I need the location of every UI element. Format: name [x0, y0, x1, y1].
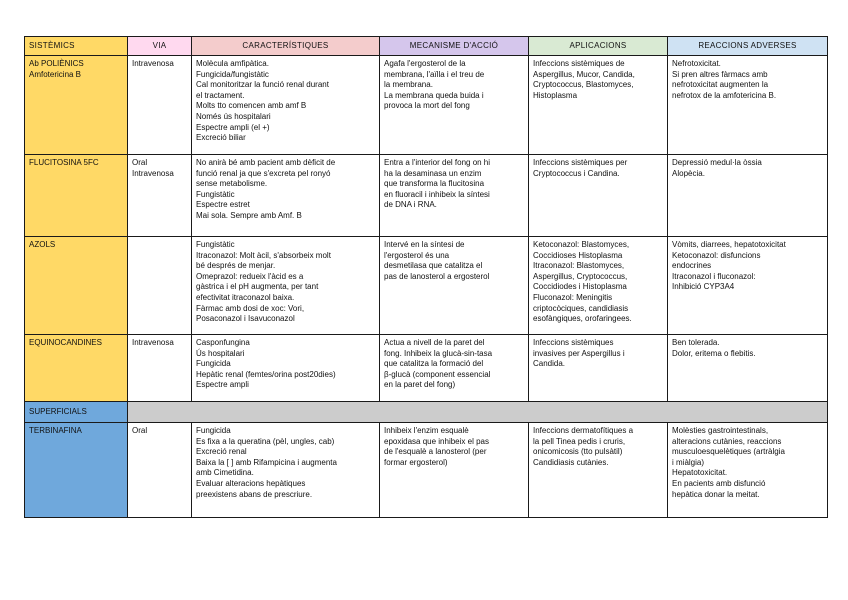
text-line: Ab POLIÈNICS	[29, 59, 84, 68]
text-line: Infeccions sistèmiques	[533, 338, 614, 347]
text-line: Intravenosa	[132, 168, 174, 178]
text-line: Espectre ampli (el +)	[196, 122, 270, 132]
text-line: que transforma la flucitosina	[384, 179, 485, 189]
text-line: membrana, l'aïlla i el treu de	[384, 69, 485, 79]
text-line: Infeccions sistèmiques per	[533, 158, 628, 167]
text-line: Amfotericina B	[29, 69, 82, 79]
text-line: Coccidiodes i Histoplasma	[533, 282, 627, 292]
text-line: Aspergillus, Cryptococcus,	[533, 271, 628, 281]
text-line: En pacients amb disfunció	[672, 478, 766, 488]
text-line: Infeccions dermatofítiques a	[533, 426, 634, 435]
text-line: sense metabolisme.	[196, 179, 268, 189]
text-line: Omeprazol: redueix l'àcid es a	[196, 271, 304, 281]
caracteristiques-cell	[192, 237, 380, 335]
text-line: Excreció renal	[196, 447, 247, 457]
text-line: La membrana queda buida i	[384, 90, 484, 100]
text-line: Itraconazol i fluconazol:	[672, 271, 756, 281]
text-line: Infeccions sistèmiques de	[533, 59, 625, 68]
text-line: gàstrica i el pH augmenta, per tant	[196, 282, 319, 292]
text-line: Ketoconazol: disfuncions	[672, 250, 761, 260]
text-line: Ben tolerada.	[672, 338, 720, 347]
via-cell	[128, 155, 192, 237]
text-line: Hepàtic renal (femtes/orina post20dies)	[196, 369, 336, 379]
text-line: Evaluar alteracions hepàtiques	[196, 478, 306, 488]
text-line: fong. Inhibeix la glucà-sin-tasa	[384, 348, 493, 358]
text-line: musculoesquelètiques (artràlgia	[672, 447, 785, 457]
text-line: Candida.	[533, 359, 566, 369]
text-line: la membrana.	[384, 80, 433, 90]
reaccions-cell	[668, 237, 828, 335]
aplicacions-cell	[529, 56, 668, 155]
mecanisme-cell	[380, 56, 529, 155]
text-line: TERBINAFINA	[29, 426, 82, 435]
text-line: EQUINOCANDINES	[29, 338, 102, 347]
section-superficials-label: SUPERFICIALS	[25, 402, 128, 423]
text-line: Depressió medul·la òssia	[672, 158, 762, 167]
text-line: pas de lanosterol a ergosterol	[384, 271, 490, 281]
aplicacions-cell	[529, 237, 668, 335]
text-line: Fungicida	[196, 426, 231, 435]
text-line: nefrotox de la amfotericina B.	[672, 90, 777, 100]
text-line: Espectre estret	[196, 200, 250, 210]
aplicacions-cell	[529, 335, 668, 402]
text-line: en la paret del fong)	[384, 380, 456, 390]
text-line: Molèsties gastrointestinals,	[672, 426, 769, 435]
reaccions-cell	[668, 423, 828, 518]
text-line: Itraconazol: Molt àcil, s'absorbeix molt	[196, 250, 331, 260]
via-cell	[128, 237, 192, 335]
text-line: Nefrotoxicitat.	[672, 59, 721, 68]
header-via: VIA	[128, 37, 192, 56]
text-line: en fluoracil i inhibeix la síntesi	[384, 189, 490, 199]
text-line: Cryptococcus, Blastomyces,	[533, 80, 634, 90]
text-line: de DNA i RNA.	[384, 200, 437, 210]
text-line: l'ergosterol és una	[384, 250, 450, 260]
aplicacions-cell	[529, 423, 668, 518]
text-line: el tractament.	[196, 90, 245, 100]
text-line: esofàngiques, orofaringees.	[533, 314, 632, 324]
header-row	[25, 37, 828, 56]
text-line: endocrines	[672, 261, 712, 271]
text-line: Fluconazol: Meningitis	[533, 292, 613, 302]
reaccions-cell	[668, 56, 828, 155]
text-line: efectivitat itraconazol baixa.	[196, 292, 295, 302]
via-cell	[128, 423, 192, 518]
text-line: Intervé en la síntesi de	[384, 240, 465, 249]
reaccions-cell	[668, 335, 828, 402]
text-line: Només ús hospitalari	[196, 111, 271, 121]
aplicacions-cell	[529, 155, 668, 237]
text-line: Posaconazol i Isavuconazol	[196, 314, 295, 324]
text-line: desmetilasa que catalitza el	[384, 261, 483, 271]
text-line: Hepatotoxicitat.	[672, 468, 728, 478]
text-line: epoxidasa que inhibeix el pas	[384, 436, 489, 446]
header-aplicacions: APLICACIONS	[529, 37, 668, 56]
text-line: la pell Tinea pedis i cruris,	[533, 436, 626, 446]
drug-name-cell	[25, 423, 128, 518]
text-line: Fungistàtic	[196, 189, 235, 199]
text-line: Oral	[132, 426, 148, 435]
text-line: Dolor, eritema o flebitis.	[672, 348, 756, 358]
text-line: provoca la mort del fong	[384, 101, 470, 111]
text-line: Alopècia.	[672, 168, 705, 178]
text-line: Entra a l'interior del fong on hi	[384, 158, 491, 167]
drug-name-cell	[25, 56, 128, 155]
text-line: formar ergosterol)	[384, 457, 448, 467]
drug-name-cell	[25, 335, 128, 402]
row-superficials	[25, 402, 828, 423]
text-line: Vòmits, diarrees, hepatotoxicitat	[672, 240, 786, 249]
text-line: Cal monitoritzar la funció renal durant	[196, 80, 329, 90]
via-cell	[128, 335, 192, 402]
text-line: bé després de menjar.	[196, 261, 276, 271]
mecanisme-cell	[380, 237, 529, 335]
mecanisme-cell	[380, 335, 529, 402]
text-line: Baixa la [ ] amb Rifampicina i augmenta	[196, 457, 337, 467]
text-line: nefrotoxicitat augmenten la	[672, 80, 769, 90]
text-line: criptocòciques, candidiasis	[533, 303, 629, 313]
text-line: No anirà bé amb pacient amb dèficit de	[196, 158, 336, 167]
text-line: Coccidioses Histoplasma	[533, 250, 623, 260]
text-line: preexistens abans de prescriure.	[196, 489, 313, 499]
row-terbinafina	[25, 423, 828, 518]
text-line: Intravenosa	[132, 338, 174, 347]
text-line: Ús hospitalari	[196, 348, 245, 358]
text-line: ha la desaminasa un enzim	[384, 168, 482, 178]
text-line: Fungicida	[196, 359, 231, 369]
header-mecanisme: MECANISME D'ACCIÓ	[380, 37, 529, 56]
row-equinocandines	[25, 335, 828, 402]
text-line: Es fixa a la queratina (pèl, ungles, cab)	[196, 436, 335, 446]
text-line: Aspergillus, Mucor, Candida,	[533, 69, 635, 79]
text-line: funció renal ja que s'excreta pel ronyó	[196, 168, 331, 178]
text-line: Si pren altres fàrmacs amb	[672, 69, 768, 79]
text-line: Oral	[132, 158, 148, 167]
text-line: Molts tto comencen amb amf B	[196, 101, 307, 111]
text-line: FLUCITOSINA 5FC	[29, 158, 99, 167]
mecanisme-cell	[380, 423, 529, 518]
text-line: Histoplasma	[533, 90, 578, 100]
text-line: invasives per Aspergillus i	[533, 348, 625, 358]
caracteristiques-cell	[192, 335, 380, 402]
text-line: Itraconazol: Blastomyces,	[533, 261, 625, 271]
caracteristiques-cell	[192, 56, 380, 155]
header-sistemics: SISTÈMICS	[25, 37, 128, 56]
text-line: onicomicosis (tto pulsàtil)	[533, 447, 623, 457]
text-line: alteracions cutànies, reaccions	[672, 436, 782, 446]
text-line: hepàtica donar la meitat.	[672, 489, 760, 499]
text-line: Ketoconazol: Blastomyces,	[533, 240, 630, 249]
text-line: Actua a nivell de la paret del	[384, 338, 485, 347]
text-line: Espectre ampli	[196, 380, 249, 390]
header-reaccions: REACCIONS ADVERSES	[668, 37, 828, 56]
drug-name-cell	[25, 237, 128, 335]
text-line: Fàrmac amb dosi de xoc: Vori,	[196, 303, 305, 313]
text-line: Candidiasis cutànies.	[533, 457, 609, 467]
drug-name-cell	[25, 155, 128, 237]
text-line: i miàlgia)	[672, 457, 705, 467]
header-caracteristiques: CARACTERÍSTIQUES	[192, 37, 380, 56]
text-line: Intravenosa	[132, 59, 174, 68]
mecanisme-cell	[380, 155, 529, 237]
text-line: amb Cimetidina.	[196, 468, 254, 478]
text-line: de l'esqualè a lanosterol (per	[384, 447, 487, 457]
text-line: AZOLS	[29, 240, 56, 249]
text-line: Inhibició CYP3A4	[672, 282, 735, 292]
via-cell	[128, 56, 192, 155]
text-line: Excreció biliar	[196, 133, 246, 143]
text-line: Inhibeix l'enzim esqualè	[384, 426, 469, 435]
antifungals-table	[24, 36, 828, 518]
row-azols	[25, 237, 828, 335]
text-line: Agafa l'ergosterol de la	[384, 59, 466, 68]
text-line: que catalitza la formació del	[384, 359, 484, 369]
section-superficials-band	[128, 402, 828, 423]
reaccions-cell	[668, 155, 828, 237]
text-line: Molècula amfipàtica.	[196, 59, 269, 68]
text-line: β-glucà (component essencial	[384, 369, 491, 379]
text-line: Fungicida/fungistàtic	[196, 69, 269, 79]
text-line: Casponfungina	[196, 338, 250, 347]
text-line: Fungistàtic	[196, 240, 235, 249]
caracteristiques-cell	[192, 423, 380, 518]
row-polienics	[25, 56, 828, 155]
text-line: Mai sola. Sempre amb Amf. B	[196, 210, 302, 220]
row-flucitosina	[25, 155, 828, 237]
caracteristiques-cell	[192, 155, 380, 237]
text-line: Cryptococcus i Candina.	[533, 168, 620, 178]
